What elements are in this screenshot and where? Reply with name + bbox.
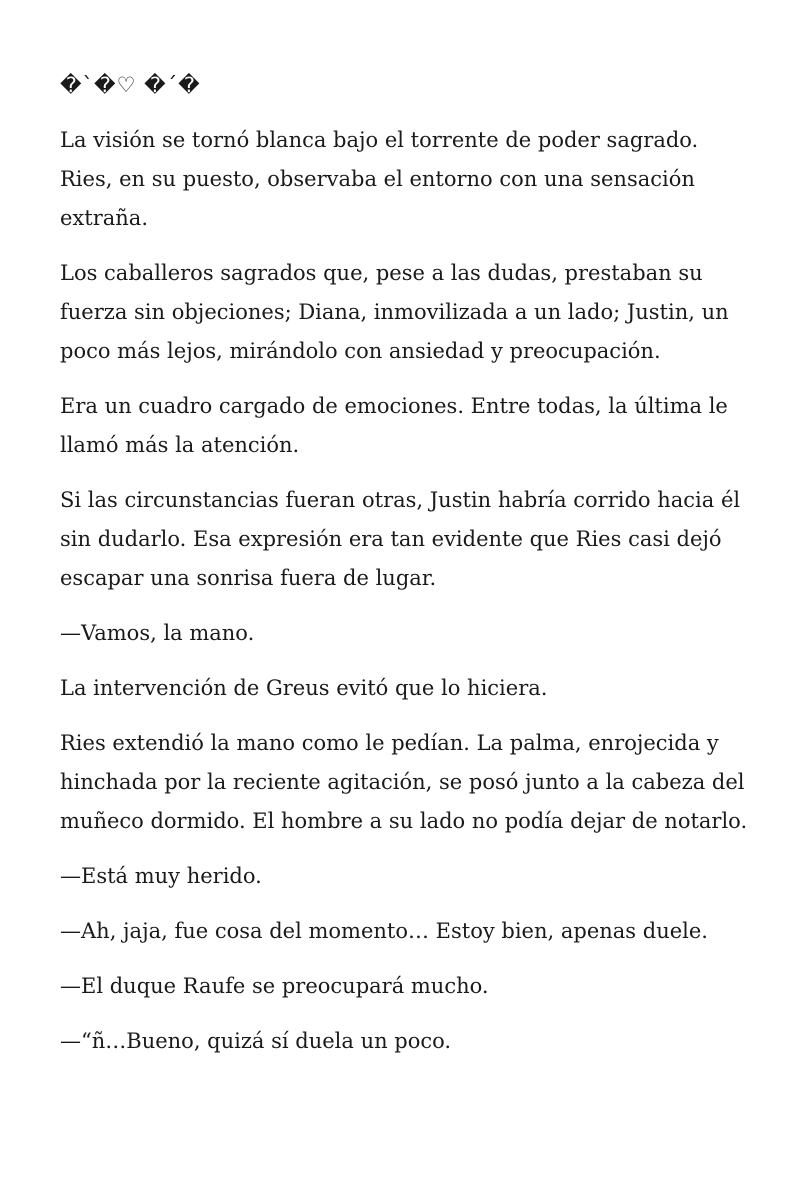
- paragraph: Los caballeros sagrados que, pese a las dudas, prestaban su fuerza sin objeciones; Diana, inmovilizada a un lado; Justin, un poco más lejos, mirándolo con ansiedad y preocupación.: [60, 261, 729, 363]
- dialogue-line: —El duque Raufe se preocupará mucho.: [60, 974, 489, 998]
- paragraph: Ries extendió la mano como le pedían. La palma, enrojecida y hinchada por la reciente agitación, se posó junto a la cabeza del muñeco dormido. El hombre a su lado no podía dejar de notarlo.: [60, 731, 748, 833]
- paragraph: La intervención de Greus evitó que lo hiciera.: [60, 676, 548, 700]
- paragraph: Si las circunstancias fueran otras, Justin habría corrido hacia él sin dudarlo. Esa expresión era tan evidente que Ries casi dejó escapar una sonrisa fuera de lugar.: [60, 488, 741, 590]
- scene-divider: �`�♡ �´�: [60, 73, 201, 97]
- dialogue-line: —Ah, jaja, fue cosa del momento… Estoy bien, apenas duele.: [60, 919, 708, 943]
- dialogue-line: —“ñ…Bueno, quizá sí duela un poco.: [60, 1029, 452, 1053]
- dialogue-line: —Vamos, la mano.: [60, 621, 255, 645]
- dialogue-line: —Está muy herido.: [60, 864, 262, 888]
- paragraph: Era un cuadro cargado de emociones. Entre todas, la última le llamó más la atención.: [60, 394, 728, 457]
- document-page: [60, 66, 750, 1077]
- paragraph: La visión se tornó blanca bajo el torrente de poder sagrado. Ries, en su puesto, observaba el entorno con una sensación extraña.: [60, 128, 699, 230]
